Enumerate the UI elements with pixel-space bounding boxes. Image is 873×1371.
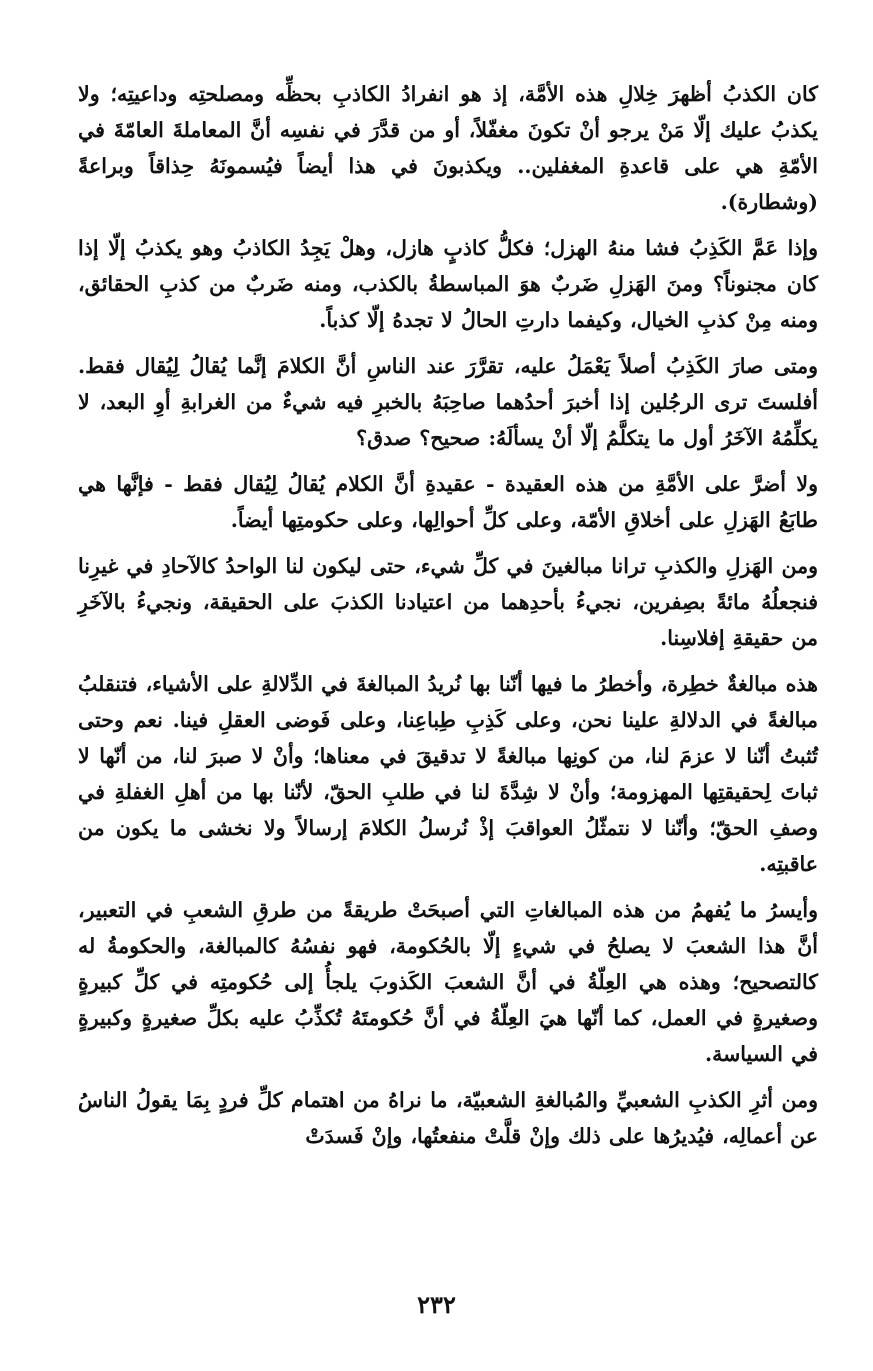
paragraph-6: هذه مبالغةٌ خطِرة، وأخطرُ ما فيها أنّنا بها نُريدُ المبالغةَ في الدِّلالةِ على الأشياء، فتنقلبُ مبالغةً في الدلالةِ علينا نحن، وعلى كَذِبِ طِباعِنا، وعلى فَوضى العقلِ فينا. نعم وحتى تُثبتُ أنّنا لا عزمَ لنا، من كونِها مبالغةً لا تدقيقَ في معناها؛ وأنْ لا صبرَ لنا، من أنّها لا ثباتَ لِحقيقتِها المهزومة؛ وأنْ لا شِدَّةَ لنا في طلبِ الحقّ، لأنّنا بها من أهلِ الغفلةِ في وصفِ الحقّ؛ وأنّنا لا نتمثّلُ العواقبَ إذْ نُرسلُ الكلامَ إرسالاً ولا نخشى ما يكون من عاقبتِه.	[78, 672, 818, 876]
paragraph-8: ومن أثرِ الكذبِ الشعبيِّ والمُبالغةِ الشعبيّة، ما نراهُ من اهتمام كلِّ فردٍ بِمَا يقولُ الناسُ عن أعمالِه، فيُديرُها على ذلك وإنْ قلَّتْ منفعتُها، وإنْ فَسدَتْ	[78, 1088, 818, 1148]
paragraph-1: كان الكذبُ أظهرَ خِلالِ هذه الأمَّة، إذ هو انفرادُ الكاذبِ بحظِّه ومصلحتِه وداعيتِه؛ ولا يكذبُ عليك إلّا مَنْ يرجو أنْ تكونَ مغفّلاً، أو من قدَّرَ في نفسِه أنَّ المعاملةَ العامّةَ في الأمّةِ هي على قاعدةِ المغفلين.. ويكذبونَ في هذا أيضاً فيُسمونَهُ حِذاقاً وبراعةً (وشطارة).	[78, 82, 818, 214]
paragraph-2: وإذا عَمَّ الكَذِبُ فشا منهُ الهزل؛ فكلُّ كاذبٍ هازل، وهلْ يَجِدُ الكاذبُ وهو يكذبُ إلّا إذا كان مجنوناً؟ ومنَ الهَزلِ ضَربٌ هوَ المباسطةُ بالكذب، ومنه ضَربٌ من كذبِ الحقائق، ومنه مِنْ كذبِ الخيال، وكيفما دارتِ الحالُ لا تجدهُ إلّا كذباً.	[78, 236, 818, 332]
paragraph-3: ومتى صارَ الكَذِبُ أصلاً يَعْمَلُ عليه، تقرَّرَ عند الناسِ أنَّ الكلامَ إنَّما يُقالُ لِيُقال فقط. أفلستَ ترى الرجُلين إذا أخبرَ أحدُهما صاحِبَهُ بالخبرِ فيه شيءٌ من الغرابةِ أوِ البعد، لا يكلِّمُهُ الآخَرُ أول ما يتكلَّمُ إلّا أنْ يسألَهُ: صحيح؟ صدق؟	[78, 354, 818, 450]
paragraph-7: وأيسرُ ما يُفهمُ من هذه المبالغاتِ التي أصبحَتْ طريقةً من طرقِ الشعبِ في التعبير، أنَّ هذا الشعبَ لا يصلحُ في شيءٍ إلّا بالحُكومة، فهو نفسُهُ كالمبالغة، والحكومةُ له كالتصحيح؛ وهذه هي العِلّةُ في أنَّ الشعبَ الكَذوبَ يلجأُ إلى حُكومتِه في كلِّ كبيرةٍ وصغيرةٍ في العمل، كما أنّها هيَ العِلّةُ في أنَّ حُكومتَهُ تُكذِّبُ عليه بكلِّ صغيرةٍ وكبيرةٍ في السياسة.	[78, 898, 818, 1066]
page-number: ٢٣٢	[417, 1290, 456, 1319]
paragraph-5: ومن الهَزلِ والكذبِ ترانا مبالغينَ في كلِّ شيء، حتى ليكون لنا الواحدُ كالآحادِ في غيرِنا فنجعلُهُ مائةً بصِفرين، نجيءُ بأحدِهما من اعتيادنا الكذبَ على الحقيقة، ونجيءُ بالآخَرِ من حقيقةِ إفلاسِنا.	[78, 554, 818, 650]
document-page	[78, 76, 818, 1154]
paragraph-4: ولا أضرَّ على الأمَّةِ من هذه العقيدة - عقيدةِ أنَّ الكلام يُقالُ لِيُقال فقط - فإنَّها هي طابَعُ الهَزلِ على أخلاقِ الأمّة، وعلى كلِّ أحوالِها، وعلى حكومتِها أيضاً.	[78, 472, 818, 532]
